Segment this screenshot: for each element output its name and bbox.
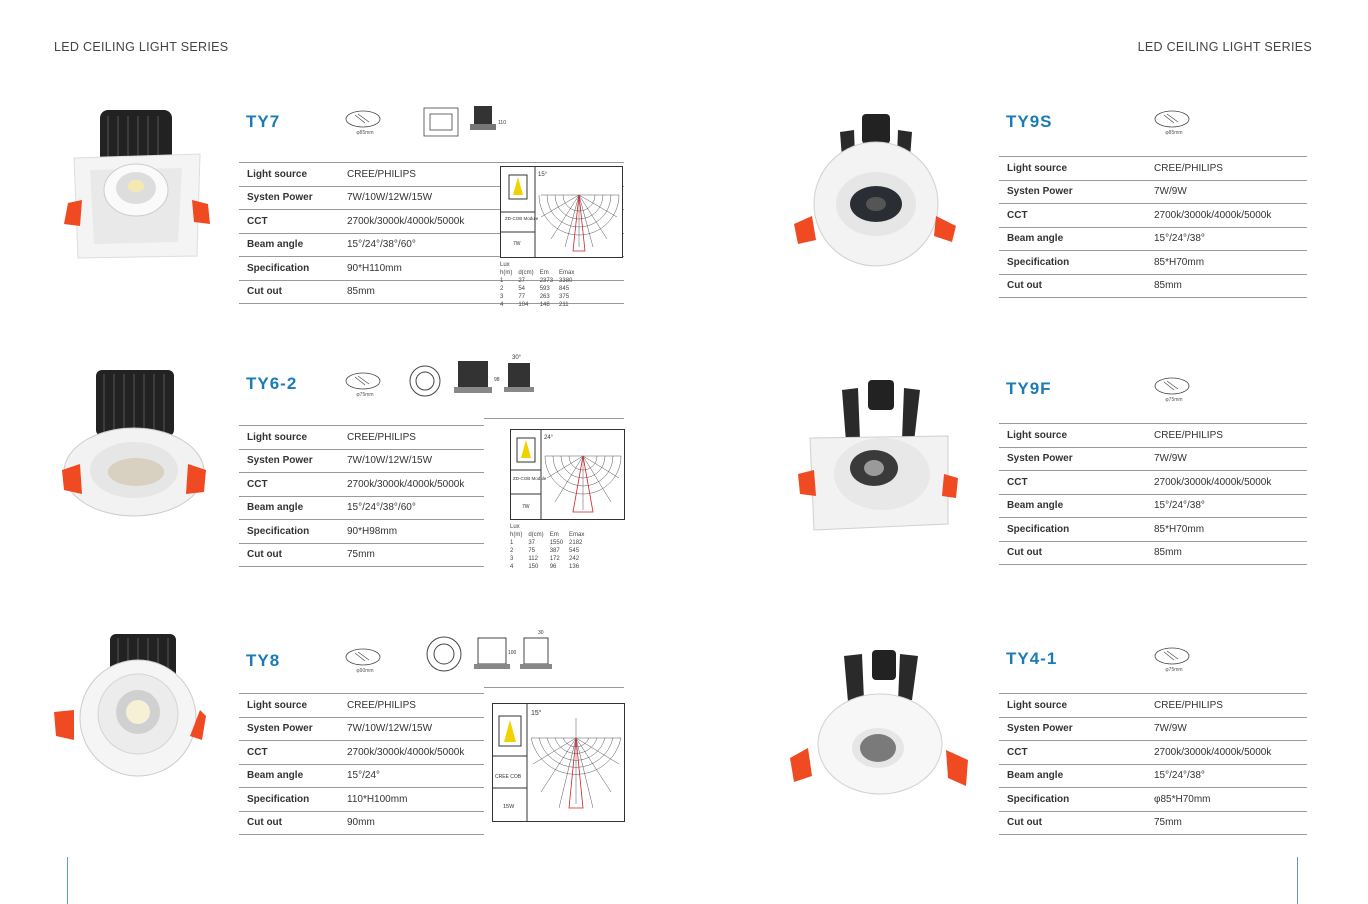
svg-text:7W: 7W: [513, 241, 521, 247]
dimension-drawing: [408, 628, 558, 676]
page-edge-line-left: [67, 857, 68, 904]
spec-table: Light source CREE/PHILIPS Systen Power 7W/9W CCT 2700k/3000k/4000k/5000k Beam angle 15°/24°/38° Specification 85*H70mm Cut out 85mm: [999, 156, 1307, 298]
model-title: TY4-1: [1006, 649, 1058, 668]
svg-text:30°: 30°: [512, 355, 522, 361]
cutout-diagram-icon: φ85mm: [345, 110, 381, 136]
svg-text:110: 110: [498, 120, 506, 126]
svg-text:100: 100: [508, 650, 517, 656]
lamp-ty4-1-image: [788, 648, 973, 798]
spec-table: Light source CREE/PHILIPS Systen Power 7W/10W/12W/15W CCT 2700k/3000k/4000k/5000k Beam angle 15°/24°/38°/60° Specification 90*H110mm Cut out 85mm: [239, 162, 624, 304]
lamp-ty9s-image: [790, 112, 960, 267]
polar-diagram-ty7: [500, 166, 623, 258]
svg-text:7W: 7W: [522, 504, 530, 510]
svg-text:15W: 15W: [503, 804, 515, 810]
lux-table-ty6-2: Lux h(m) d(cm) Em Emax 1 37 1550 2182 2 75 387 545 3 112 172 242 4 150 96 136: [510, 524, 585, 570]
model-title: TY9F: [1006, 379, 1052, 398]
svg-text:15°: 15°: [538, 172, 548, 178]
svg-text:30: 30: [538, 630, 544, 636]
svg-text:98: 98: [494, 377, 500, 383]
svg-text:ZD-COB Module: ZD-COB Module: [505, 216, 539, 221]
dimension-drawing: [422, 104, 512, 138]
model-title: TY7: [246, 112, 281, 131]
spec-table: Light source CREE/PHILIPS Systen Power 7W/9W CCT 2700k/3000k/4000k/5000k Beam angle 15°/24°/38° Specification φ85*H70mm Cut out 75mm: [999, 693, 1307, 835]
cutout-diagram-icon: φ90mm: [345, 648, 381, 674]
polar-diagram-ty8: [492, 703, 625, 822]
spec-table: Light source CREE/PHILIPS Systen Power 7W/9W CCT 2700k/3000k/4000k/5000k Beam angle 15°/24°/38° Specification 85*H70mm Cut out 85mm: [999, 423, 1307, 565]
svg-text:CREE COB: CREE COB: [495, 774, 522, 780]
divider: [484, 418, 624, 419]
lamp-ty8-image: [52, 632, 207, 777]
spec-table: Light source CREE/PHILIPS Systen Power 7W/10W/12W/15W CCT 2700k/3000k/4000k/5000k Beam angle 15°/24°/38°/60° Specification 90*H98mm Cut out 75mm: [239, 425, 484, 567]
cutout-diagram-icon: φ75mm: [1154, 377, 1190, 403]
lamp-ty7-image: [60, 108, 215, 263]
svg-text:15°: 15°: [531, 710, 542, 717]
lux-table-ty7: Lux h(m) d(cm) Em Emax 1 27 2373 3380 2 54 593 845 3 77 263 375 4 104 148 211: [500, 262, 575, 308]
lamp-ty6-2-image: [58, 368, 208, 523]
svg-text:24°: 24°: [544, 435, 554, 441]
model-title: TY9S: [1006, 112, 1053, 131]
model-title: TY6-2: [246, 374, 298, 393]
page-header-right: LED CEILING LIGHT SERIES: [1137, 40, 1312, 54]
dimension-drawing: [408, 353, 543, 403]
cutout-diagram-icon: φ85mm: [1154, 110, 1190, 136]
page-edge-line-right: [1297, 857, 1298, 904]
svg-text:ZD-COB Module: ZD-COB Module: [513, 476, 547, 481]
lamp-ty9f-image: [796, 378, 961, 536]
cutout-diagram-icon: φ75mm: [1154, 647, 1190, 673]
spec-table: Light source CREE/PHILIPS Systen Power 7W/10W/12W/15W CCT 2700k/3000k/4000k/5000k Beam angle 15°/24° Specification 110*H100mm Cut out 90mm: [239, 693, 484, 835]
divider: [484, 687, 624, 688]
cutout-diagram-icon: φ75mm: [345, 372, 381, 398]
page-header-left: LED CEILING LIGHT SERIES: [54, 40, 229, 54]
model-title: TY8: [246, 651, 281, 670]
polar-diagram-ty6-2: [510, 429, 625, 520]
